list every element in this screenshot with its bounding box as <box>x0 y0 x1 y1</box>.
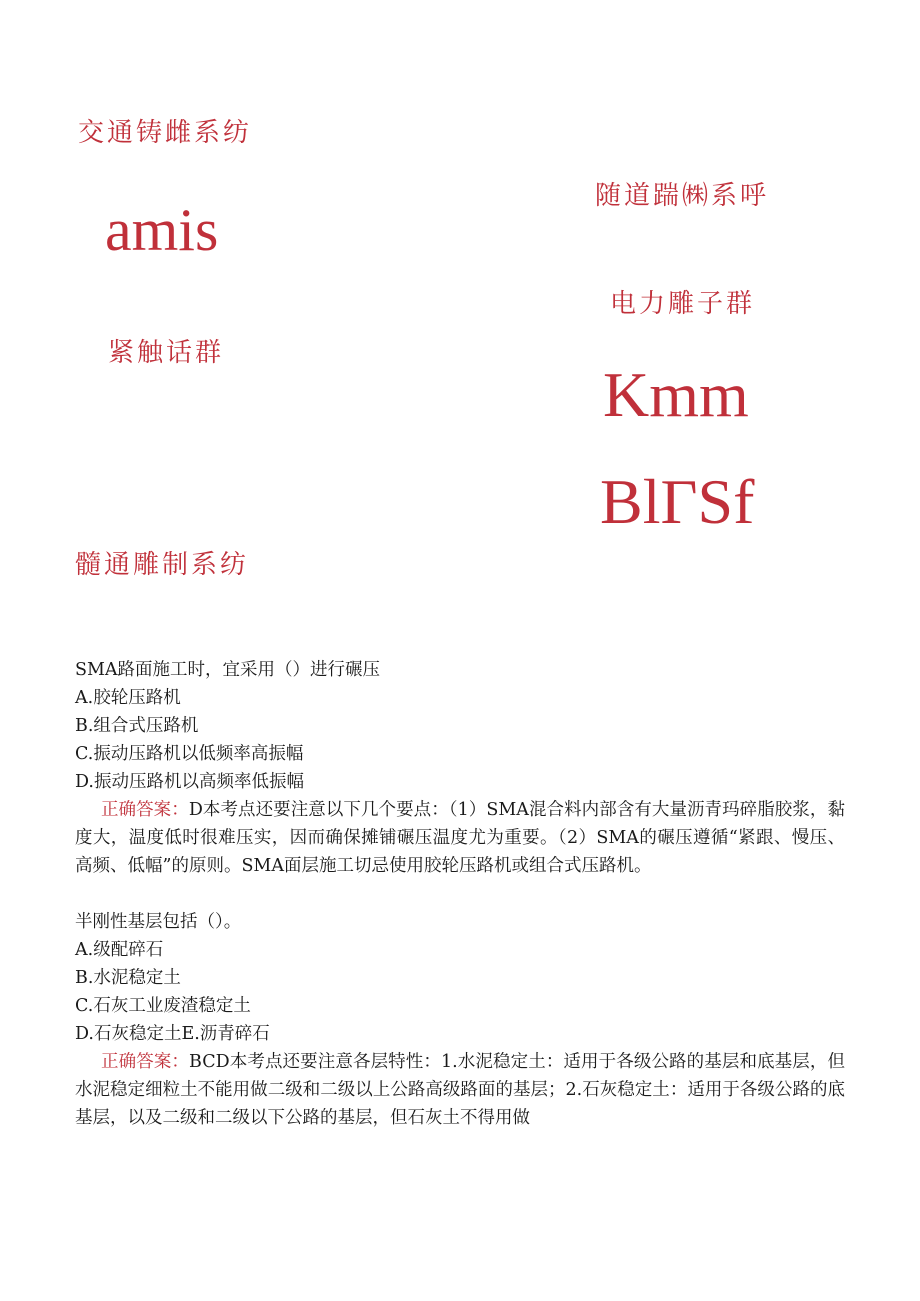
question-option: A.级配碎石 <box>75 940 164 960</box>
question-option: C.石灰工业废渣稳定土 <box>75 996 251 1016</box>
question-option: B.水泥稳定土 <box>75 968 181 988</box>
watermark-big-text: Kmm <box>603 359 749 430</box>
question-option: D.振动压路机以高频率低振幅 <box>75 772 304 792</box>
answer-label: 正确答案： <box>101 1052 190 1072</box>
question-option: D.石灰稳定土E.沥青碎石 <box>75 1024 270 1044</box>
watermark-text: 交通铸雌系纺 <box>78 118 253 148</box>
watermark-text: 电力雕子群 <box>610 289 756 319</box>
question-content <box>75 656 845 1132</box>
watermark-text: 随道踹㈱系呼 <box>595 181 770 211</box>
question-block <box>75 908 845 1132</box>
answer-text: D本考点还要注意以下几个要点：（1）SMA混合料内部含有大量沥青玛碎脂胶浆，黏度大，温度低时很难压实，因而确保摊铺碾压温度尤为重要。（2）SMA的碾压遵循“紧跟、慢压、高频、低幅”的原则。SMA面层施工切忌使用胶轮压路机或组合式压路机。 <box>75 800 845 876</box>
question-stem: 半刚性基层包括（）。 <box>75 912 242 932</box>
watermark-big-text: BlΓSf <box>600 466 755 537</box>
answer-paragraph <box>75 796 845 880</box>
question-stem: SMA路面施工时，宜采用（）进行碾压 <box>75 660 381 680</box>
watermark-text: 髓通雕制系纺 <box>75 550 250 580</box>
question-block <box>75 656 845 880</box>
answer-label: 正确答案： <box>101 800 189 820</box>
watermark-text: 紧触话群 <box>108 338 225 368</box>
question-option: B.组合式压路机 <box>75 716 199 736</box>
watermark-big-text: amis <box>105 197 219 263</box>
question-option: A.胶轮压路机 <box>75 688 181 708</box>
answer-text: BCD本考点还要注意各层特性：1.水泥稳定土：适用于各级公路的基层和底基层，但水泥稳定细粒土不能用做二级和二级以上公路高级路面的基层；2.石灰稳定土：适用于各级公路的底基层，以及二级和二级以下公路的基层，但石灰土不得用做 <box>75 1052 845 1128</box>
answer-paragraph <box>75 1048 845 1132</box>
question-option: C.振动压路机以低频率高振幅 <box>75 744 304 764</box>
